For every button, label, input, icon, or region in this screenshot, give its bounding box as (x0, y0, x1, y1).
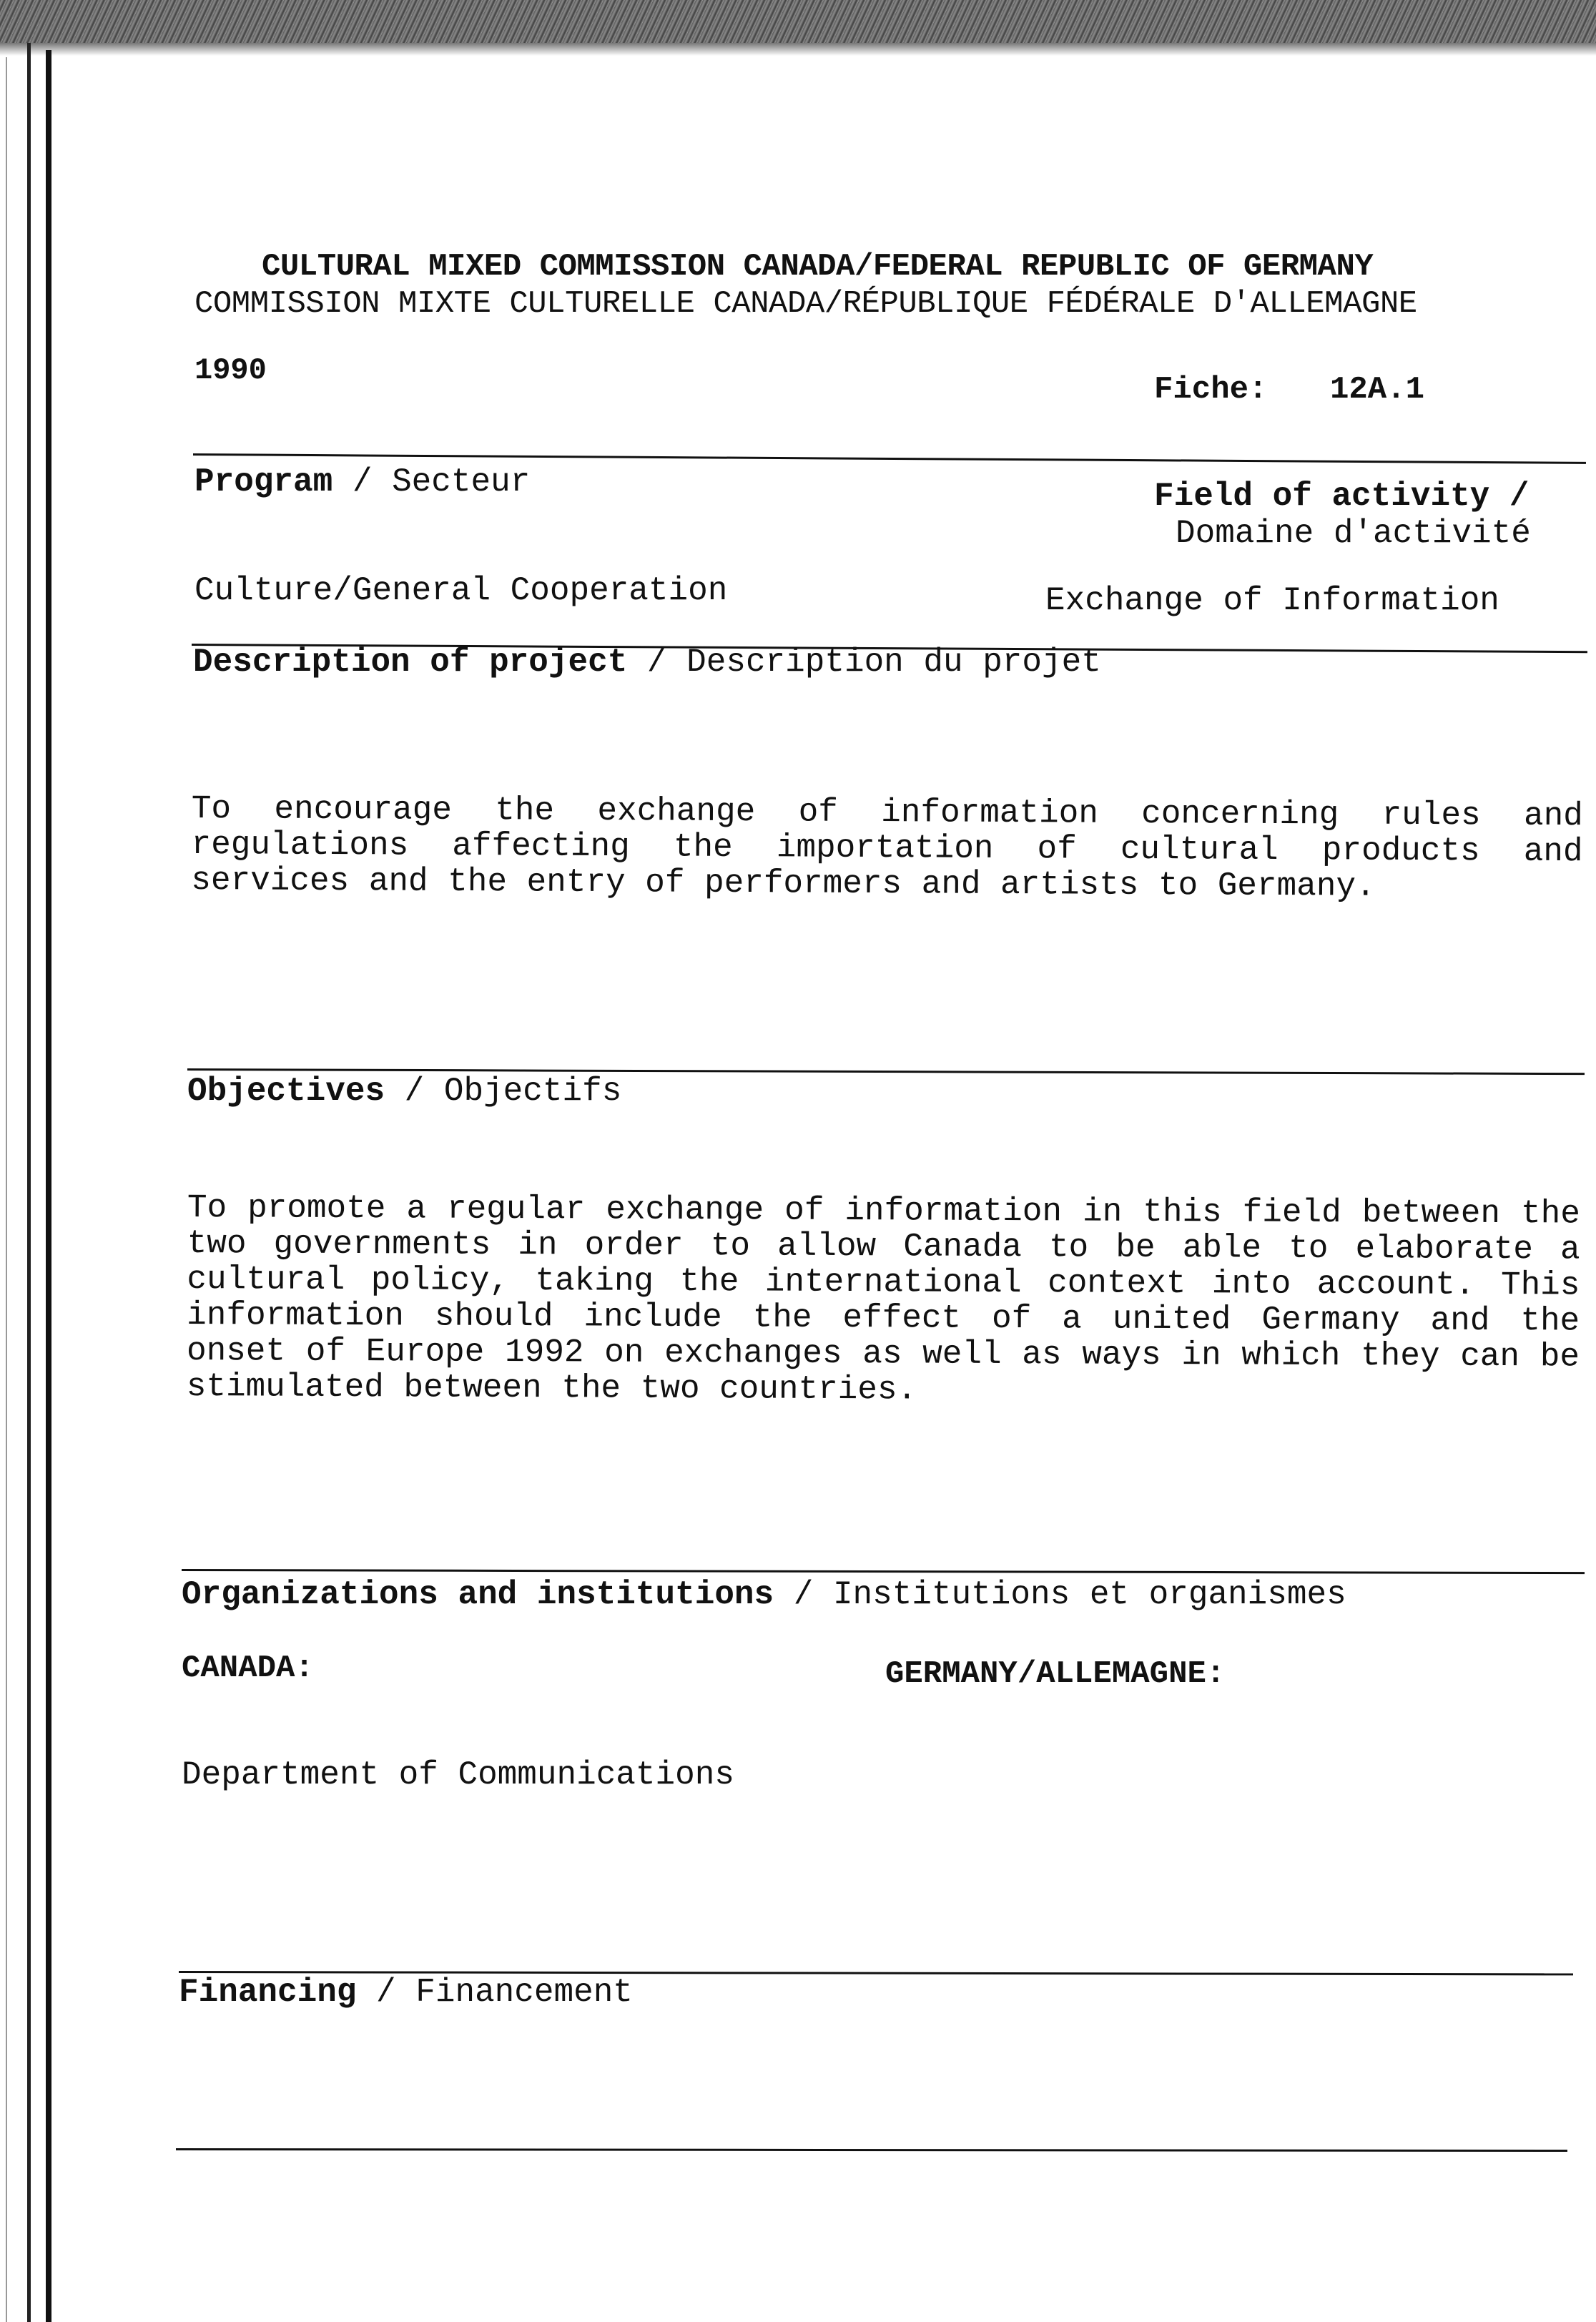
divider (176, 2148, 1567, 2152)
scan-edge-line (27, 43, 31, 2322)
description-label-en: Description of project (193, 644, 628, 681)
fiche-label: Fiche: (1154, 372, 1268, 408)
field-of-activity-value: Exchange of Information (1045, 582, 1499, 619)
objectives-label-fr: / Objectifs (385, 1073, 622, 1110)
program-label-en: Program (194, 463, 333, 501)
objectives-text: To promote a regular exchange of information in this field between the two governments in order to allow Canada to be able to elaborate a cultural policy, taking the international context into account. This information should include the effect of a united Germany and the onset of Europe 1992 on exchanges as well as ways in which they can be stimulated between the two countries. (186, 1189, 1580, 1409)
program-separator: / (332, 463, 393, 501)
title-french: COMMISSION MIXTE CULTURELLE CANADA/RÉPUBLIQUE FÉDÉRALE D'ALLEMAGNE (194, 286, 1417, 322)
program-label-fr: Secteur (392, 463, 531, 501)
title-english: CULTURAL MIXED COMMISSION CANADA/FEDERAL REPUBLIC OF GERMANY (262, 249, 1374, 285)
description-label-fr: / Description du projet (627, 644, 1101, 681)
year: 1990 (194, 353, 267, 388)
financing-heading (179, 1974, 633, 2011)
scan-border-left (0, 0, 64, 2322)
program-value: Culture/General Cooperation (194, 572, 728, 609)
objectives-heading (187, 1073, 621, 1110)
fiche-number: 12A.1 (1330, 372, 1425, 408)
scan-edge-line (46, 50, 51, 2322)
organizations-label-fr: / Institutions et organismes (774, 1576, 1346, 1613)
scan-edge-line (6, 57, 7, 2322)
divider (182, 1569, 1585, 1574)
scan-border-fade (0, 43, 1596, 56)
objectives-label-en: Objectives (187, 1073, 385, 1110)
canada-label: CANADA: (182, 1651, 314, 1686)
divider (193, 453, 1586, 464)
financing-label-en: Financing (179, 1974, 357, 2011)
organizations-heading (182, 1576, 1346, 1613)
financing-label-fr: / Financement (356, 1974, 633, 2011)
description-heading (193, 644, 1101, 681)
canada-organization: Department of Communications (182, 1756, 734, 1794)
program-heading (194, 463, 530, 501)
description-text: To encourage the exchange of information concerning rules and regulations affecting the importation of cultural products and services and the entry of performers and artists to Germany. (191, 790, 1583, 905)
organizations-label-en: Organizations and institutions (182, 1576, 774, 1613)
field-of-activity-label-fr: Domaine d'activité (1176, 515, 1531, 552)
field-of-activity-label-en: Field of activity / (1154, 478, 1530, 515)
germany-label: GERMANY/ALLEMAGNE: (885, 1656, 1226, 1692)
